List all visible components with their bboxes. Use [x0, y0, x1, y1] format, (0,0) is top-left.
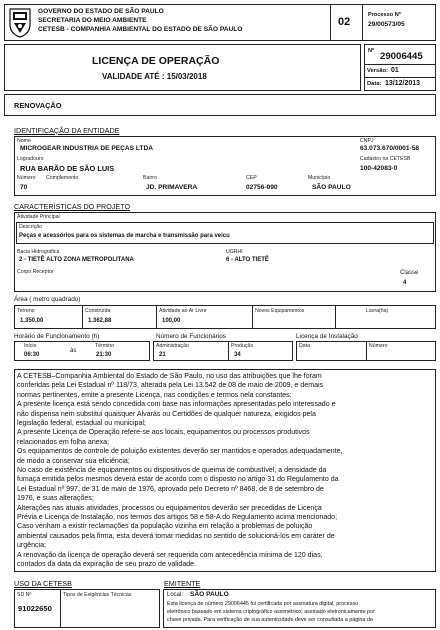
- date-label: Data:: [367, 81, 382, 87]
- numero-label: Número: [17, 175, 36, 181]
- type-box: [4, 94, 436, 116]
- body-text-line: urgência;: [17, 542, 46, 550]
- atividade-livre-label: Atividade ao Ar Livre: [159, 308, 207, 314]
- identificacao-title: IDENTIFICAÇÃO DA ENTIDADE: [14, 126, 120, 135]
- cep-value: 02756-090: [246, 184, 278, 191]
- license-number-sep-2: [364, 77, 436, 78]
- horario-title: Horário de Funcionamento (h): [14, 333, 100, 340]
- header-divider-2: [362, 4, 363, 41]
- uso-cetesb-title: USO DA CETESB: [14, 579, 72, 588]
- numero-value: 70: [20, 184, 28, 191]
- cadastro-value: 100-42083-0: [360, 165, 398, 172]
- tipos-exigencias-label: Tipos de Exigências Técnicas: [63, 592, 132, 598]
- body-text-line: Prévia e Licença de Instalação, nos termos dos artigos 58 e 58-A do Regulamento acima mencionado;: [17, 514, 338, 521]
- funcionarios-title: Número de Funcionários: [156, 333, 226, 340]
- emitente-text-2: eletrônico baseado em sistema criptográfico assimétrico, assinado eletronicamente por: [167, 609, 375, 615]
- municipio-value: SÃO PAULO: [312, 184, 351, 191]
- admin-value: 21: [159, 352, 166, 358]
- license-validity: VALIDADE ATÉ : 15/03/2018: [102, 72, 207, 81]
- lavra-label: Lavra(ha): [366, 308, 389, 314]
- body-text-line: ambiental causados pela firma, esta deverá tomar medidas no sentido de solucioná-los em caráter de: [17, 532, 335, 540]
- date-value: 13/12/2013: [385, 80, 421, 87]
- cep-label: CEP: [246, 175, 257, 181]
- body-text-line: não dispensa nem substitui quaisquer Alvarás ou Certidões de qualquer natureza, exigidos pela: [17, 410, 316, 418]
- version-label: Versão:: [367, 68, 388, 74]
- version-value: 01: [391, 67, 399, 74]
- body-text-line: relacionados em folha anexa;: [17, 438, 110, 446]
- area-div-2: [156, 305, 157, 329]
- bacia-label: Bacia Hidrográfica: [17, 249, 60, 255]
- emitente-text-1: Esta licença de número 29006445 foi certificada por assinatura digital, processo: [167, 601, 359, 607]
- body-text-line: A presente Licença de Operação refere-se aos locais, equipamentos ou processos produtivos: [17, 429, 310, 437]
- logradouro-label: Logradouro: [17, 156, 44, 162]
- complemento-label: Complemento: [46, 175, 79, 181]
- nome-label: Nome: [17, 138, 31, 144]
- logradouro-value: RUA BARÃO DE SÃO LUIS: [20, 164, 115, 173]
- nome-value: MICROGEAR INDUSTRIA DE PEÇAS LTDA: [20, 145, 153, 152]
- license-number-label: Nº: [368, 48, 375, 54]
- termino-value: 21:30: [96, 352, 112, 358]
- license-title-box: [4, 44, 361, 91]
- org-line-1: GOVERNO DO ESTADO DE SÃO PAULO: [38, 8, 164, 15]
- body-text-line: legislação federal, estadual ou municipal;: [17, 420, 146, 427]
- body-text-line: normas pertinentes, emite a presente Licença, nas condições e termos nela constantes:: [17, 391, 292, 399]
- uso-cetesb-div: [60, 589, 61, 628]
- sd-label: SD Nº: [17, 592, 32, 598]
- copy-number: 02: [338, 16, 351, 28]
- bairro-value: JD. PRIMAVERA: [146, 184, 198, 191]
- license-number-sep-1: [364, 64, 436, 65]
- municipio-label: Município: [308, 175, 331, 181]
- org-line-2: SECRETARIA DO MEIO AMBIENTE: [38, 17, 147, 24]
- area-div-4: [335, 305, 336, 329]
- instalacao-div: [366, 341, 367, 361]
- funcionarios-div: [228, 341, 229, 361]
- cnpj-value: 63.073.670/0001-58: [360, 145, 420, 152]
- emitente-local-label: Local:: [167, 592, 184, 598]
- body-text-line: Alterações nas atuais atividades, processos ou equipamentos deverão ser precedidas de Licença: [17, 504, 322, 512]
- horario-separator: às: [70, 348, 77, 354]
- terreno-value: 1.350,00: [20, 318, 44, 324]
- instalacao-title: Licença de Instalação: [296, 333, 358, 340]
- inicio-label: Início: [24, 343, 37, 349]
- emitente-text-3: chave privada. Para verificação de sua autenticidade deve ser consultada a página da: [167, 617, 373, 623]
- producao-value: 34: [234, 352, 241, 358]
- process-label: Processo Nº: [368, 12, 401, 18]
- body-text-line: Os equipamentos de controle de poluição existentes deverão ser mantidos e operados adequadamente,: [17, 448, 343, 456]
- body-text-line: A CETESB–Companhia Ambiental do Estado de São Paulo, no uso das atribuições que lhe foram: [17, 373, 322, 380]
- novos-equip-label: Novos Equipamentos: [255, 308, 305, 314]
- producao-label: Produção: [231, 343, 254, 349]
- license-title: LICENÇA DE OPERAÇÃO: [92, 55, 220, 67]
- body-text-line: Caso venham a existir reclamações da população vizinha em relação a problemas de poluição: [17, 523, 313, 531]
- body-text-line: No caso de existência de equipamentos ou dispositivos de queima de combustível, a densidade da: [17, 467, 327, 474]
- ugrhi-value: 6 - ALTO TIETÊ: [226, 257, 269, 263]
- classe-label: Classe: [400, 270, 419, 276]
- atividade-livre-value: 100,00: [162, 318, 181, 324]
- type-label: RENOVAÇÃO: [14, 101, 62, 110]
- descricao-label: Descrição: [19, 224, 43, 230]
- termino-label: Término: [95, 343, 115, 349]
- header-divider: [330, 4, 331, 41]
- body-text-line: Lei Estadual nº 997, de 31 de maio de 1976, aprovado pelo Decreto nº 8468, de 8 de setembro de: [17, 485, 324, 493]
- descricao-value: Peças e acessórios para os sistemas de marcha e transmissão para veicu: [19, 233, 230, 239]
- area-div-3: [252, 305, 253, 329]
- bacia-value: 2 - TIETÊ ALTO ZONA METROPOLITANA: [19, 257, 134, 263]
- construida-value: 1.362,88: [88, 318, 112, 324]
- state-coat-of-arms-logo: [8, 7, 32, 38]
- admin-label: Administração: [156, 343, 189, 349]
- construida-label: Construída: [85, 308, 111, 314]
- ugrhi-label: UGRHI: [226, 249, 243, 255]
- emitente-local-value: SÃO PAULO: [190, 591, 229, 598]
- inicio-value: 06:30: [24, 352, 40, 358]
- body-text-line: conferidas pela Lei Estadual nº 118/73, alterada pela Lei 13.542 de 08 de maio de 2009, e demais: [17, 382, 324, 390]
- inst-numero-label: Número: [369, 343, 388, 349]
- body-text-line: contados da data da expiração de seu prazo de validade.: [17, 561, 197, 568]
- body-text-line: de modo a conservar sua eficiência;: [17, 457, 130, 465]
- process-number: 29/00573/05: [368, 21, 405, 28]
- license-number: 29006445: [380, 51, 423, 62]
- caracteristicas-title: CARACTERÍSTICAS DO PROJETO: [14, 202, 131, 211]
- org-line-3: CETESB - COMPANHIA AMBIENTAL DO ESTADO DE SÃO PAULO: [38, 26, 243, 33]
- sd-value: 91022650: [18, 604, 52, 613]
- body-text-line: A presente licença está sendo concedida com base nas informações apresentadas pelo interessado e: [17, 401, 336, 409]
- terreno-label: Terreno: [17, 308, 35, 314]
- body-text-line: A renovação da licença de operação deverá ser requerida com antecedência mínima de 120 dias,: [17, 551, 323, 559]
- corpo-receptor-label: Corpo Receptor: [17, 269, 54, 275]
- cadastro-label: Cadastro na CETESB: [360, 156, 411, 162]
- inst-data-label: Data: [299, 343, 310, 349]
- atividade-label: Atividade Principal: [17, 214, 60, 220]
- bairro-label: Bairro: [143, 175, 157, 181]
- area-div-1: [82, 305, 83, 329]
- cnpj-label: CNPJ: [360, 138, 374, 144]
- area-title: Área ( metro quadrado): [14, 296, 81, 303]
- body-text-line: 1976, e suas alterações;: [17, 495, 94, 503]
- classe-value: 4: [403, 280, 407, 286]
- body-text-line: fumaça emitida pelos mesmos deverá estar de acordo com o disposto no artigo 31 do Regulamento da: [17, 476, 339, 484]
- emitente-title: EMITENTE: [164, 579, 201, 588]
